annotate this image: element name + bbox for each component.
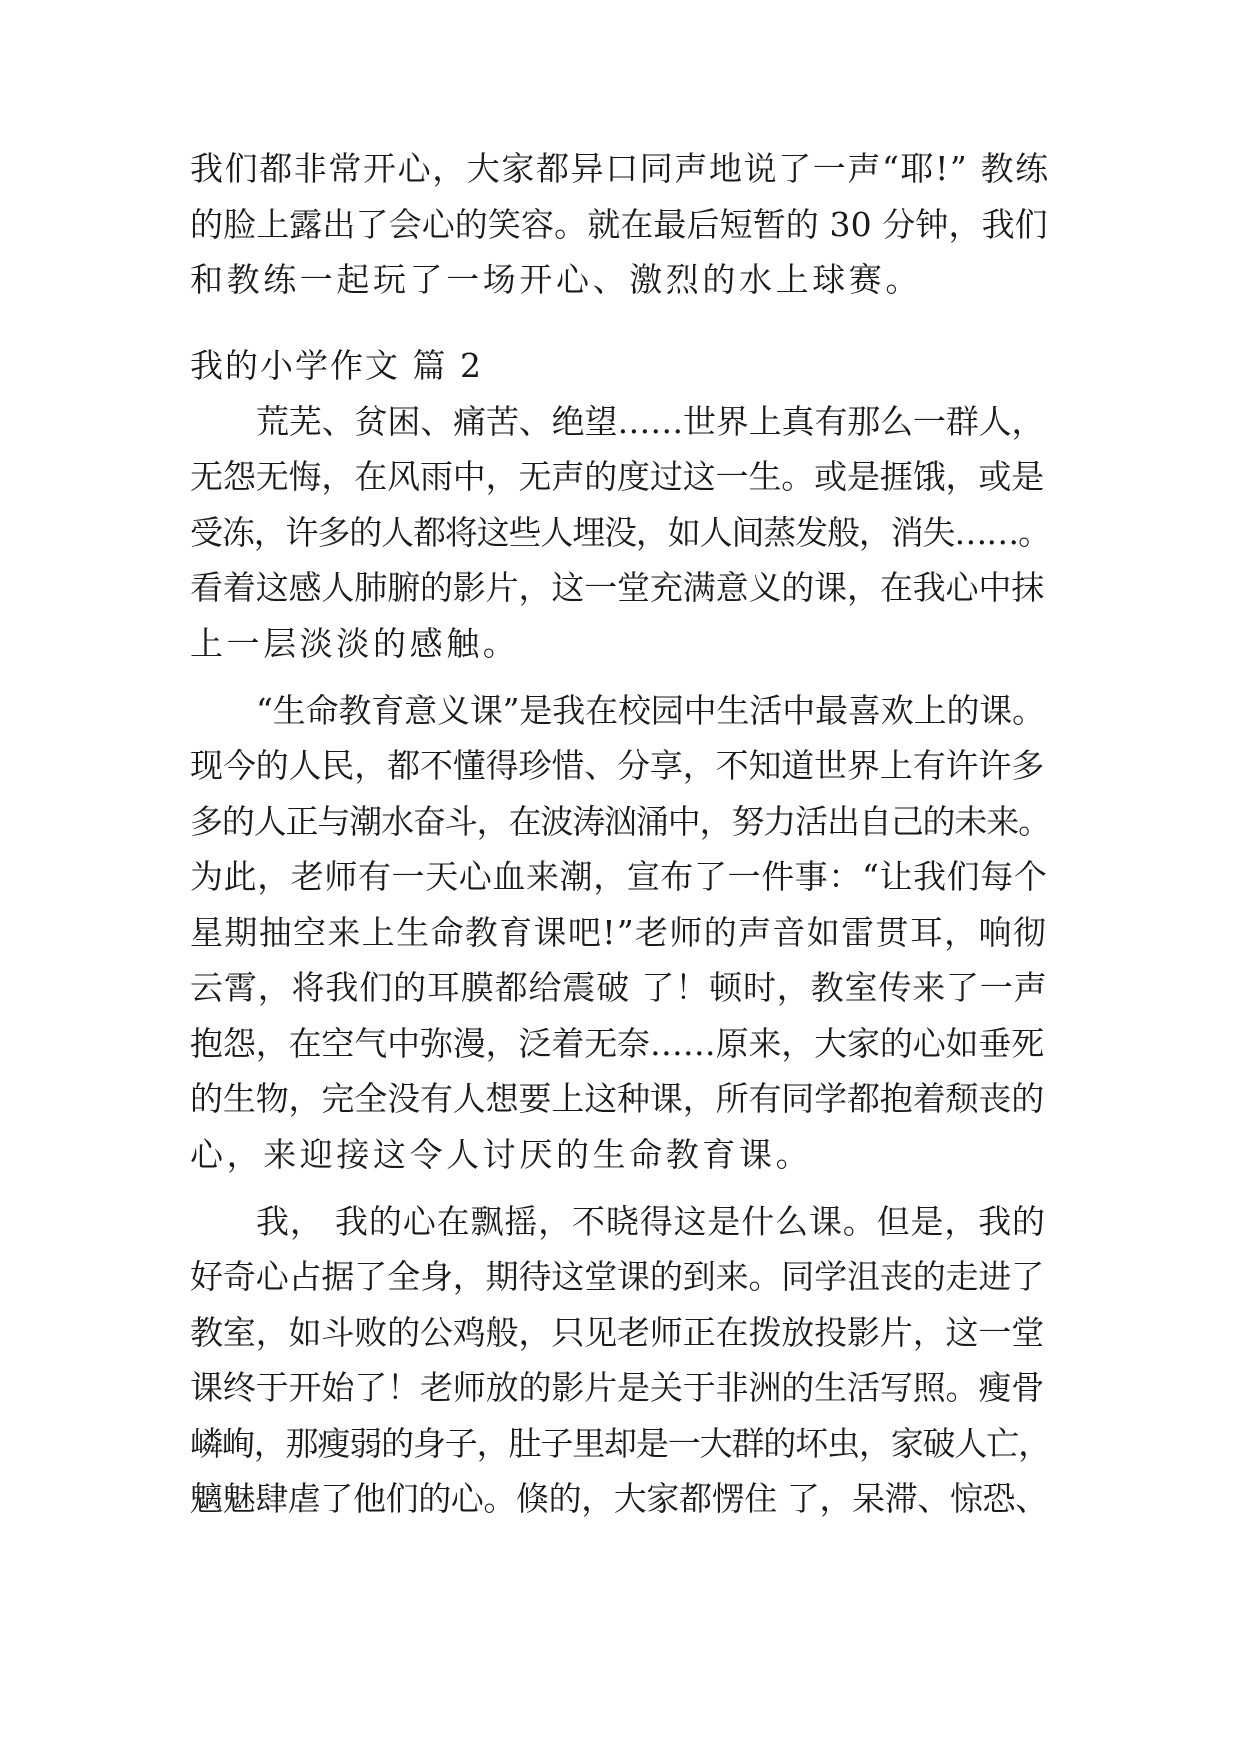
text-line: 星期抽空来上生命教育课吧!”老师的声音如雷贯耳，响彻 — [190, 913, 1048, 952]
text-line: 多的人正与潮水奋斗，在波涛汹涌中，努力活出自己的未来。 — [190, 802, 1050, 841]
text-line: 的脸上露出了会心的笑容。就在最后短暂的 30 分钟，我们 — [190, 205, 1048, 244]
text-line: 嶙峋，那瘦弱的身子，肚子里却是一大群的坏虫，家破人亡， — [190, 1424, 1050, 1463]
text-line: “生命教育意义课”是我在校园中生活中最喜欢上的课。 — [256, 691, 1045, 730]
text-line: 现今的人民，都不懂得珍惜、分享，不知道世界上有许许多 — [190, 746, 1045, 785]
text-line: 好奇心占据了全身，期待这堂课的到来。同学沮丧的走进了 — [190, 1257, 1045, 1296]
section-heading: 我的小学作文 篇 2 — [190, 346, 483, 385]
text-line: 为此，老师有一天心血来潮，宣布了一件事：“让我们每个 — [190, 857, 1048, 896]
text-line: 看着这感人肺腑的影片，这一堂充满意义的课，在我心中抹 — [190, 568, 1045, 607]
text-line: 上一层淡淡的感触。 — [190, 624, 520, 663]
text-line: 云霄，将我们的耳膜都给震破 了！顿时，教室传来了一声 — [190, 968, 1048, 1007]
text-line: 受冻，许多的人都将这些人埋没，如人间蒸发般，消失……。 — [190, 513, 1050, 552]
text-line: 心，来迎接这令人讨厌的生命教育课。 — [190, 1135, 813, 1174]
text-line: 无怨无悔，在风雨中，无声的度过这一生。或是捱饿，或是 — [190, 457, 1045, 496]
text-line: 荒芜、贫困、痛苦、绝望……世界上真有那么一群人， — [256, 402, 1045, 441]
text-line: 教室，如斗败的公鸡般，只见老师正在拨放投影片，这一堂 — [190, 1313, 1045, 1352]
text-line: 课终于开始了！老师放的影片是关于非洲的生活写照。瘦骨 — [190, 1368, 1045, 1407]
text-line: 和教练一起玩了一场开心、激烈的水上球赛。 — [190, 260, 922, 299]
text-line: 的生物，完全没有人想要上这种课，所有同学都抱着颓丧的 — [190, 1079, 1045, 1118]
text-line: 魑魅肆虐了他们的心。倏的，大家都愣住 了，呆滞、惊恐、 — [190, 1479, 1048, 1518]
text-line: 抱怨，在空气中弥漫，泛着无奈……原来，大家的心如垂死 — [190, 1024, 1045, 1063]
text-line: 我， 我的心在飘摇，不晓得这是什么课。但是，我的 — [256, 1202, 1046, 1241]
text-line: 我们都非常开心，大家都异口同声地说了一声“耶!” 教练 — [190, 149, 1050, 188]
